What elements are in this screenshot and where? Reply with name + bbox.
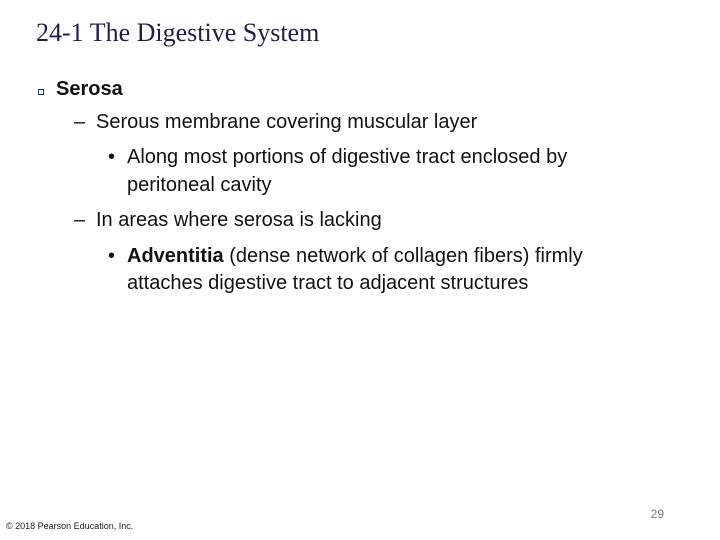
bullet-l3-text-2a: [127, 244, 583, 268]
term-adventitia: Adventitia: [127, 245, 224, 267]
bullet-l1: [38, 80, 44, 104]
bullet-l2-text-2: In areas where serosa is lacking: [96, 209, 382, 231]
term-adventitia-rest: (dense network of collagen fibers) firmly: [223, 245, 583, 267]
copyright-footer: © 2018 Pearson Education, Inc.: [6, 521, 134, 531]
bullet-l3-text-2b: attaches digestive tract to adjacent structures: [127, 272, 529, 294]
dash-marker-2: –: [74, 209, 86, 231]
bullet-l3-text-1a: Along most portions of digestive tract enclosed by: [127, 146, 568, 168]
bullet-l1-text: Serosa: [56, 78, 123, 100]
bullet-l3-text-1b: peritoneal cavity: [127, 174, 272, 196]
slide-title: 24-1 The Digestive System: [36, 18, 320, 47]
dot-marker-1: •: [108, 146, 116, 168]
page-number: 29: [650, 507, 664, 521]
dash-marker-1: –: [74, 111, 86, 133]
bullet-l2-text-1: Serous membrane covering muscular layer: [96, 111, 478, 133]
dot-marker-2: •: [108, 245, 116, 267]
square-bullet-icon: [38, 89, 44, 95]
